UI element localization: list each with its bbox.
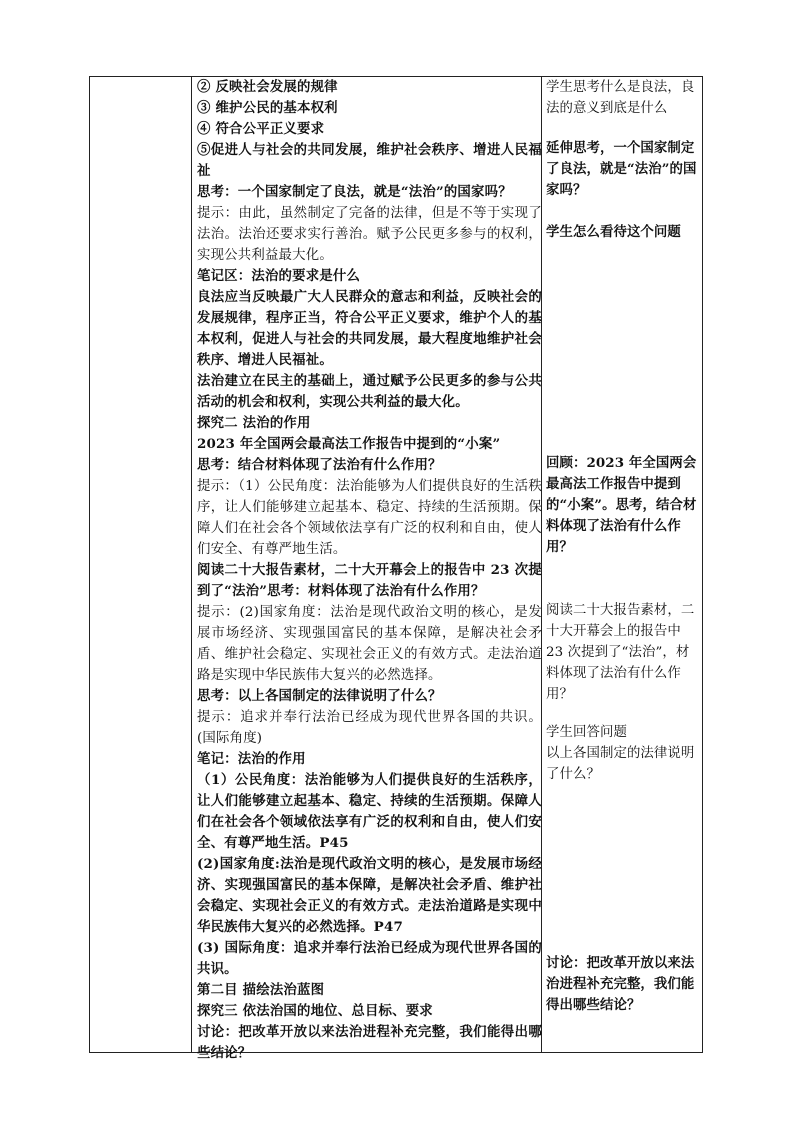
activity-note: 学生怎么看待这个问题	[546, 224, 681, 240]
activity-note: 学生思考什么是良法，良法的意义到底是什么	[546, 80, 695, 116]
material-title: 2023 年全国两会最高法工作报告中提到的“小案”	[197, 436, 501, 452]
question-line: 思考：结合材料体现了法治有什么作用？	[197, 457, 442, 473]
notes-heading: 笔记：法治的作用	[197, 751, 306, 767]
notes-paragraph: (3) 国际角度：追求并奉行法治已经成为现代世界各国的共识。	[197, 940, 542, 977]
teaching-content-column	[197, 77, 542, 1064]
question-line: 思考：以上各国制定的法律说明了什么？	[197, 688, 442, 704]
section-heading: 第二目 描绘法治蓝图	[197, 982, 325, 998]
content-line: ④ 符合公平正义要求	[197, 121, 325, 137]
activity-note: 讨论：把改革开放以来法治进程补充完整，我们能得出哪些结论？	[546, 955, 695, 1013]
question-line: 阅读二十大报告素材，二十大开幕会上的报告中 23 次提到了“法治”思考：材料体现了法治有什么作用？	[197, 562, 542, 599]
notes-paragraph: （1）公民角度：法治能够为人们提供良好的生活秩序，让人们能够建立起基本、稳定、持续的生活预期。保障人们在社会各个领域依法享有广泛的权利和自由，使人们安全、有尊严地生活。P45	[197, 772, 542, 851]
activity-note: 阅读二十大报告素材，二十大开幕会上的报告中 23 次提到了“法治”，材料体现了法治有什么作用？	[546, 603, 695, 702]
notes-paragraph: 良法应当反映最广大人民群众的意志和利益，反映社会的发展规律，程序正当，符合公平正义要求，维护个人的基本权利，促进人与社会的共同发展，最大程度地维护社会秩序、增进人民福祉。	[197, 289, 542, 368]
content-line: ⑤促进人与社会的共同发展，维护社会秩序、增进人民福祉	[197, 142, 542, 179]
section-heading: 探究二 法治的作用	[197, 415, 311, 431]
hint-paragraph: 提示：追求并奉行法治已经成为现代世界各国的共识。(国际角度)	[197, 710, 542, 746]
lesson-plan-table	[89, 76, 703, 1061]
column-divider-left	[191, 77, 192, 1052]
hint-paragraph: 提示：（1）公民角度：法治能够为人们提供良好的生活秩序，让人们能够建立起基本、稳定、持续的生活预期。保障人们在社会各个领域依法享有广泛的权利和自由，使人们安全、有尊严地生活。	[197, 479, 542, 557]
notes-paragraph: 法治建立在民主的基础上，通过赋予公民更多的参与公共活动的机会和权利，实现公共利益的最大化。	[197, 373, 542, 410]
notes-paragraph: (2)国家角度:法治是现代政治文明的核心，是发展市场经济、实现强国富民的基本保障，是解决社会矛盾、维护社会稳定、实现社会正义的有效方式。走法治道路是实现中华民族伟大复兴的必然选择。P47	[197, 856, 542, 935]
hint-paragraph: 提示：由此，虽然制定了完备的法律，但是不等于实现了法治。法治还要求实行善治。赋予公民更多参与的权利，实现公共利益最大化。	[197, 206, 542, 263]
activity-note: 回顾：2023 年全国两会最高法工作报告中提到的“小案”。思考，结合材料体现了法治有什么作用？	[546, 455, 697, 555]
discussion-line: 讨论：把改革开放以来法治进程补充完整，我们能得出哪些结论？	[197, 1024, 542, 1061]
hint-paragraph: 提示：(2)国家角度：法治是现代政治文明的核心，是发展市场经济、实现强国富民的基本保障，是解决社会矛盾、维护社会稳定、实现社会正义的有效方式。走法治道路是实现中华民族伟大复兴的必然选择。	[197, 605, 542, 683]
content-line: ② 反映社会发展的规律	[197, 79, 338, 95]
activity-note: 延伸思考，一个国家制定了良法，就是“法治”的国家吗？	[546, 140, 697, 198]
content-line: ③ 维护公民的基本权利	[197, 100, 338, 116]
activity-note: 以上各国制定的法律说明了什么？	[546, 746, 695, 782]
question-line: 思考：一个国家制定了良法，就是“法治”的国家吗？	[197, 184, 512, 200]
activity-note: 学生回答问题	[546, 725, 627, 740]
section-heading: 探究三 依法治国的地位、总目标、要求	[197, 1003, 433, 1019]
notes-heading: 笔记区：法治的要求是什么	[197, 268, 361, 284]
